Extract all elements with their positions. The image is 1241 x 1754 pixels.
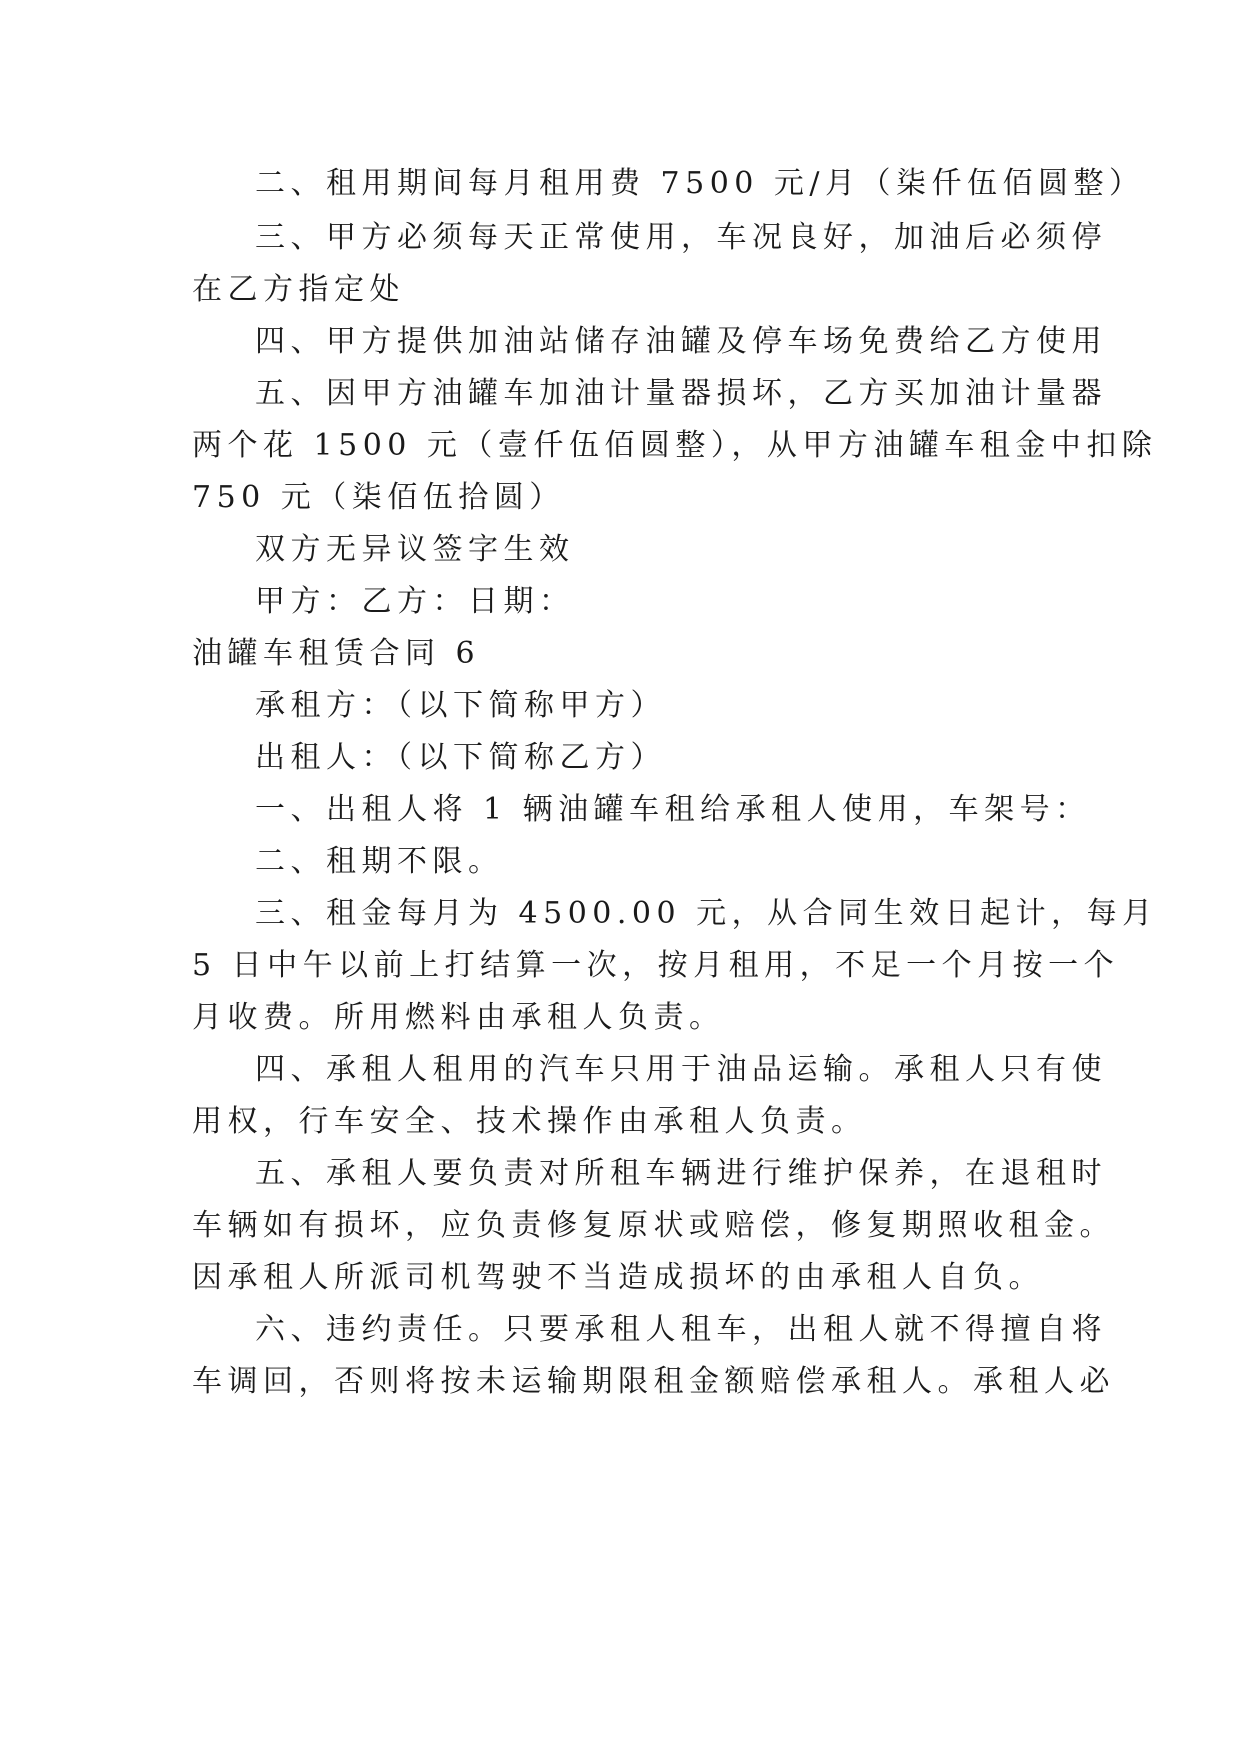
paragraph-line-meter-damage-amount: 750 元（柒佰伍拾圆） [192,480,565,515]
clause-four-line-continued: 用权，行车安全、技术操作由承租人负责。 [192,1104,867,1139]
paragraph-line-daily-use: 三、甲方必须每天正常使用，车况良好，加油后必须停 [255,220,1107,255]
paragraph-line-free-storage: 四、甲方提供加油站储存油罐及停车场免费给乙方使用 [255,324,1107,359]
paragraph-line-meter-damage: 五、因甲方油罐车加油计量器损坏，乙方买加油计量器 [255,376,1107,411]
lessee-line: 承租方：（以下简称甲方） [255,688,666,723]
paragraph-line-rental-fee: 二、租用期间每月租用费 7500 元/月（柒仟伍佰圆整） [255,166,1145,201]
clause-six-line: 六、违约责任。只要承租人租车，出租人就不得擅自将 [255,1312,1107,1347]
signature-line: 甲方：乙方：日期： [255,584,575,619]
clause-five-line: 五、承租人要负责对所租车辆进行维护保养，在退租时 [255,1156,1107,1191]
clause-three-line: 三、租金每月为 4500.00 元，从合同生效日起计，每月 [255,896,1158,931]
paragraph-line-agreement-effective: 双方无异议签字生效 [255,532,575,567]
clause-four-line: 四、承租人租用的汽车只用于油品运输。承租人只有使 [255,1052,1107,1087]
clause-two-line: 二、租期不限。 [255,844,504,879]
paragraph-line-meter-damage-continued: 两个花 1500 元（壹仟伍佰圆整），从甲方油罐车租金中扣除 [192,428,1158,463]
clause-one-line: 一、出租人将 1 辆油罐车租给承租人使用，车架号： [255,792,1091,827]
clause-five-line-end: 因承租人所派司机驾驶不当造成损坏的由承租人自负。 [192,1260,1044,1295]
clause-three-line-continued: 5 日中午以前上打结算一次，按月租用，不足一个月按一个 [192,948,1120,983]
clause-three-line-end: 月收费。所用燃料由承租人负责。 [192,1000,725,1035]
clause-five-line-continued: 车辆如有损坏，应负责修复原状或赔偿，修复期照收租金。 [192,1208,1115,1243]
paragraph-line-daily-use-continued: 在乙方指定处 [192,272,405,307]
clause-six-line-continued: 车调回，否则将按未运输期限租金额赔偿承租人。承租人必 [192,1364,1115,1399]
contract-title: 油罐车租赁合同 6 [192,636,481,671]
lessor-line: 出租人：（以下简称乙方） [255,740,666,775]
